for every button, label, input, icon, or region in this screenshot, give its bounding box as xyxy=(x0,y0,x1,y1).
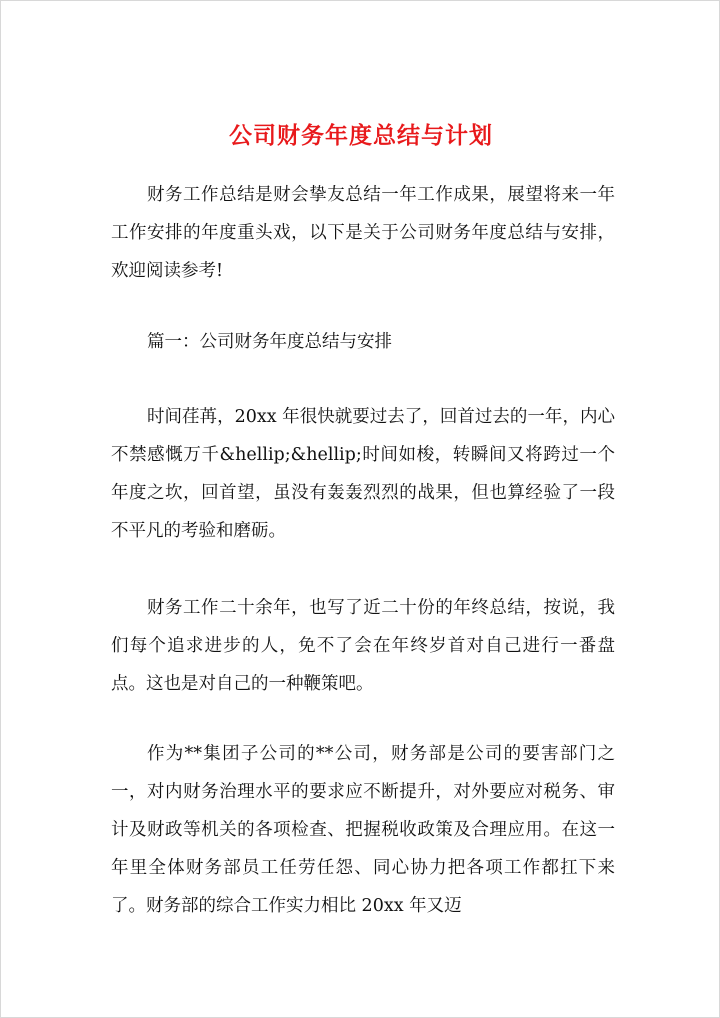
body-paragraph: 作为**集团子公司的**公司，财务部是公司的要害部门之一，对内财务治理水平的要求应不断提升，对外要应对税务、审计及财政等机关的各项检查、把握税收政策及合理应用。在这一年里全体财务部员工任劳任怨、同心协力把各项工作都扛下来了。财务部的综合工作实力相比 20xx 年又迈 xyxy=(111,744,615,916)
intro-paragraph: 财务工作总结是财会挚友总结一年工作成果，展望将来一年工作安排的年度重头戏，以下是关于公司财务年度总结与安排，欢迎阅读参考! xyxy=(111,185,615,281)
document-title: 公司财务年度总结与计划 xyxy=(229,122,493,149)
body-paragraph: 时间荏苒，20xx 年很快就要过去了，回首过去的一年，内心不禁感慨万千&hellip;&hellip;时间如梭，转瞬间又将跨过一个年度之坎，回首望，虽没有轰轰烈烈的战果，但也算经验了一段不平凡的考验和磨砺。 xyxy=(111,407,615,541)
section-heading: 篇一：公司财务年度总结与安排 xyxy=(147,332,392,352)
body-paragraph: 财务工作二十余年，也写了近二十份的年终总结，按说，我们每个追求进步的人，免不了会在年终岁首对自己进行一番盘点。这也是对自己的一种鞭策吧。 xyxy=(111,598,615,694)
